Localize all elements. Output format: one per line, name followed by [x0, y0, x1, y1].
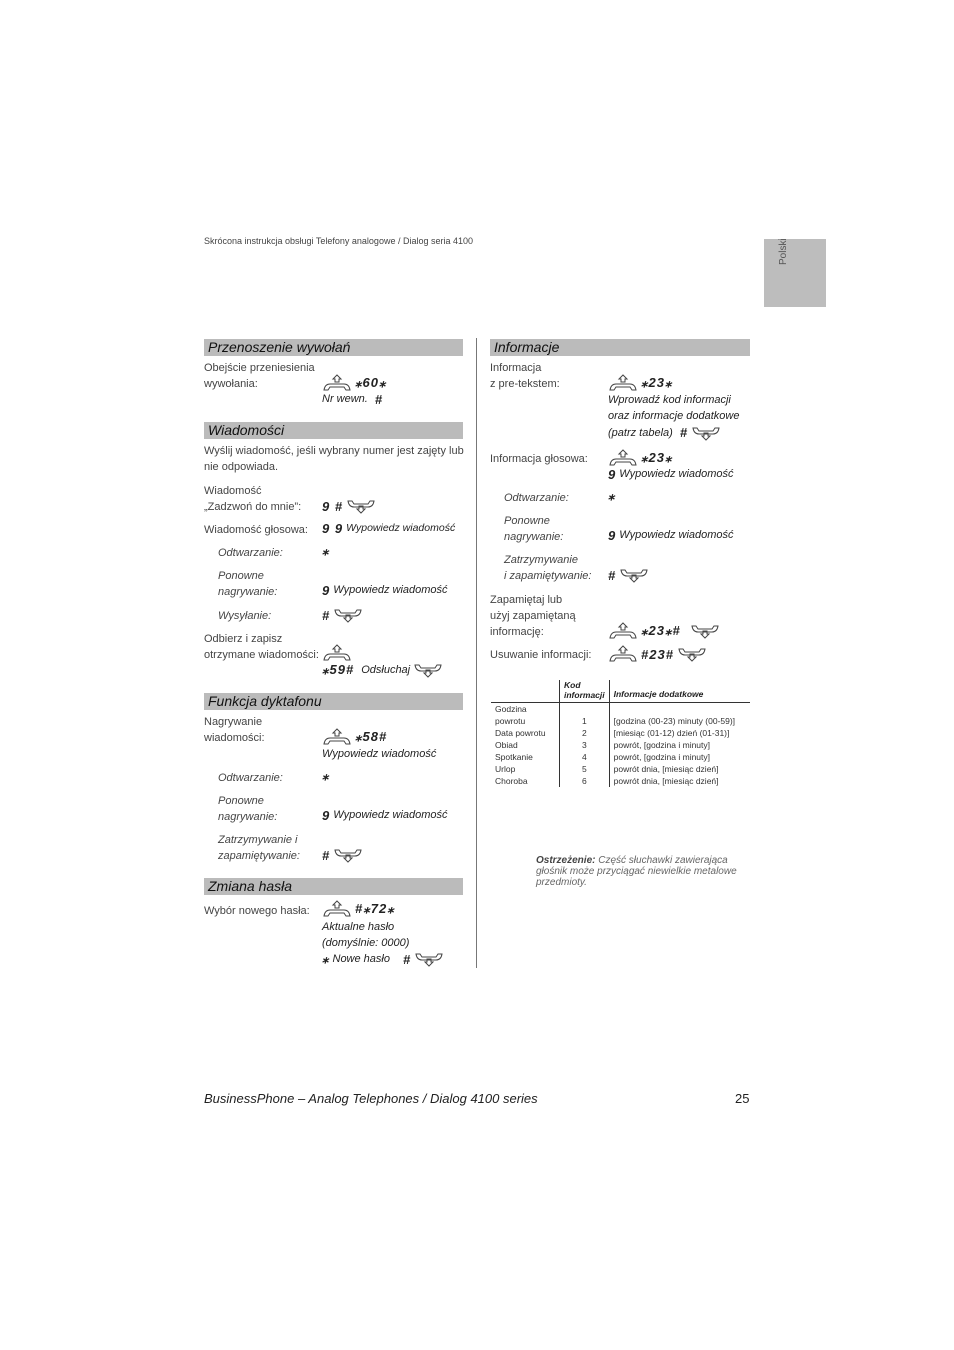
- send-code: #: [322, 606, 363, 624]
- table-row: [491, 703, 750, 716]
- voice-info-instruction: 9 Wypowiedz wiadomość: [608, 466, 734, 482]
- section-title-messages: Wiadomości: [204, 422, 463, 439]
- handset-replace-icon: [677, 645, 707, 663]
- table-cell-name: Data powrotu: [495, 728, 546, 738]
- handset-lift-icon: [322, 374, 352, 392]
- playback-label: Odtwarzanie:: [218, 547, 283, 559]
- info-playback-label: Odtwarzanie:: [504, 492, 569, 504]
- table-row: [491, 739, 750, 751]
- retrieve-code: ⁎59# Odsłuchaj: [322, 661, 443, 679]
- rerecord-code: 9 Wypowiedz wiadomość: [322, 582, 448, 598]
- store-label: Zapamiętaj lub użyj zapamiętaną informację:: [490, 594, 576, 638]
- section-title-call-forwarding: Przenoszenie wywołań: [204, 339, 463, 356]
- handset-lift-icon: [608, 449, 638, 467]
- voice-info-label: Informacja głosowa:: [490, 453, 588, 465]
- table-cell-info: [godzina (00-23) minuty (00-59)]: [609, 715, 750, 727]
- retrieve-lift: [322, 644, 352, 662]
- table-cell-code: 3: [560, 739, 610, 751]
- handset-replace-icon: [690, 622, 720, 640]
- record-instruction: Wypowiedz wiadomość: [322, 748, 437, 760]
- handset-replace-icon: [691, 424, 721, 442]
- handset-lift-icon: [608, 374, 638, 392]
- table-cell-name: powrotu: [495, 716, 526, 726]
- handset-lift-icon: [608, 622, 638, 640]
- messages-intro: Wyślij wiadomość, jeśli wybrany numer jest zajęty lub nie odpowiada.: [204, 445, 464, 473]
- handset-replace-icon: [333, 846, 363, 864]
- new-password-code: #⁎72⁎: [322, 900, 395, 918]
- page-number: 25: [735, 1091, 750, 1106]
- handset-lift-icon: [322, 644, 352, 662]
- handset-replace-icon: [346, 497, 376, 515]
- table-row: [491, 715, 750, 727]
- table-cell-info: powrót dnia, [miesiąc dzień]: [609, 763, 750, 775]
- info-code-table: [491, 680, 750, 787]
- section-title-information: Informacje: [490, 339, 750, 356]
- dict-stop-label: Zatrzymywanie i zapamiętywanie:: [218, 834, 300, 862]
- table-cell-info: [609, 703, 750, 716]
- dict-stop-code: #: [322, 846, 363, 864]
- info-stop-label: Zatrzymywanie i zapamiętywanie:: [504, 554, 592, 582]
- handset-lift-icon: [608, 645, 638, 663]
- playback-code: ⁎: [322, 543, 330, 558]
- col-header-code: Kod informacji: [560, 680, 610, 703]
- handset-replace-icon: [619, 566, 649, 584]
- table-cell-name: Obiad: [495, 740, 518, 750]
- table-cell-name: Urlop: [495, 764, 516, 774]
- pretext-code: ⁎23⁎: [608, 374, 672, 392]
- handset-lift-icon: [322, 728, 352, 746]
- dict-playback-label: Odtwarzanie:: [218, 772, 283, 784]
- table-cell-name: Spotkanie: [495, 752, 533, 762]
- col-header-info: Informacje dodatkowe: [609, 680, 750, 703]
- call-me-label: Wiadomość „Zadzwoń do mnie”:: [204, 485, 302, 513]
- new-password-label: Wybór nowego hasła:: [204, 905, 310, 917]
- table-cell-code: 4: [560, 751, 610, 763]
- column-divider: [476, 338, 477, 968]
- table-cell-info: powrót dnia, [miesiąc dzień]: [609, 775, 750, 787]
- table-cell-code: 1: [560, 715, 610, 727]
- table-row: [491, 727, 750, 739]
- table-cell-name: Godzina: [495, 704, 527, 714]
- bypass-subline: Nr wewn. #: [322, 391, 384, 407]
- new-password-line: ⁎ Nowe hasło #: [322, 950, 444, 968]
- voice-info-code: ⁎23⁎: [608, 449, 672, 467]
- table-header: [491, 680, 750, 703]
- record-code: ⁎58#: [322, 728, 387, 746]
- rerecord-label: Ponowne nagrywanie:: [218, 570, 278, 598]
- current-password-text: Aktualne hasło (domyślnie: 0000): [322, 921, 410, 949]
- info-stop-code: #: [608, 566, 649, 584]
- table-cell-name: Choroba: [495, 776, 528, 786]
- handset-lift-icon: [322, 900, 352, 918]
- voice-msg-code: 9 9 Wypowiedz wiadomość: [322, 520, 456, 536]
- info-playback-code: ⁎: [608, 488, 616, 503]
- section-title-dictaphone: Funkcja dyktafonu: [204, 693, 463, 710]
- table-row: [491, 763, 750, 775]
- warning-note: Ostrzeżenie: Część słuchawki zawierająca głośnik może przyciągać niewielkie metalowe przedmioty.: [536, 855, 737, 888]
- language-tab: [764, 239, 826, 307]
- delete-label: Usuwanie informacji:: [490, 649, 592, 661]
- handset-replace-icon: [333, 606, 363, 624]
- table-cell-code: 2: [560, 727, 610, 739]
- voice-msg-label: Wiadomość głosowa:: [204, 524, 308, 536]
- handset-replace-icon: [413, 661, 443, 679]
- record-label: Nagrywanie wiadomości:: [204, 716, 265, 744]
- table-cell-code: [560, 703, 610, 716]
- table-cell-info: powrót, [godzina i minuty]: [609, 739, 750, 751]
- store-code: ⁎23⁎#: [608, 622, 720, 640]
- section-title-password: Zmiana hasła: [204, 878, 463, 895]
- dict-playback-code: ⁎: [322, 768, 330, 783]
- table-cell-info: [miesiąc (01-12) dzień (01-31)]: [609, 727, 750, 739]
- send-label: Wysyłanie:: [218, 610, 272, 622]
- dict-rerecord-code: 9 Wypowiedz wiadomość: [322, 807, 448, 823]
- delete-code: #23#: [608, 645, 707, 663]
- page-header: Skrócona instrukcja obsługi Telefony analogowe / Dialog seria 4100: [204, 236, 473, 246]
- table-cell-info: powrót, [godzina i minuty]: [609, 751, 750, 763]
- dict-rerecord-label: Ponowne nagrywanie:: [218, 795, 278, 823]
- bypass-code: ⁎60⁎: [322, 374, 386, 392]
- table-cell-code: 5: [560, 763, 610, 775]
- pretext-instruction: Wprowadź kod informacji oraz informacje dodatkowe (patrz tabela) #: [608, 394, 740, 440]
- table-row: [491, 775, 750, 787]
- handset-replace-icon: [414, 950, 444, 968]
- language-tab-label: Polski: [778, 238, 789, 265]
- footer-title: BusinessPhone – Analog Telephones / Dialog 4100 series: [204, 1091, 538, 1106]
- table-cell-code: 6: [560, 775, 610, 787]
- table-row: [491, 751, 750, 763]
- info-rerecord-label: Ponowne nagrywanie:: [504, 515, 564, 543]
- pretext-label: Informacja z pre-tekstem:: [490, 362, 560, 390]
- bypass-label: Obejście przeniesienia wywołania:: [204, 362, 315, 390]
- retrieve-label: Odbierz i zapisz otrzymane wiadomości:: [204, 633, 319, 661]
- call-me-code: 9 #: [322, 497, 376, 515]
- info-rerecord-code: 9 Wypowiedz wiadomość: [608, 527, 734, 543]
